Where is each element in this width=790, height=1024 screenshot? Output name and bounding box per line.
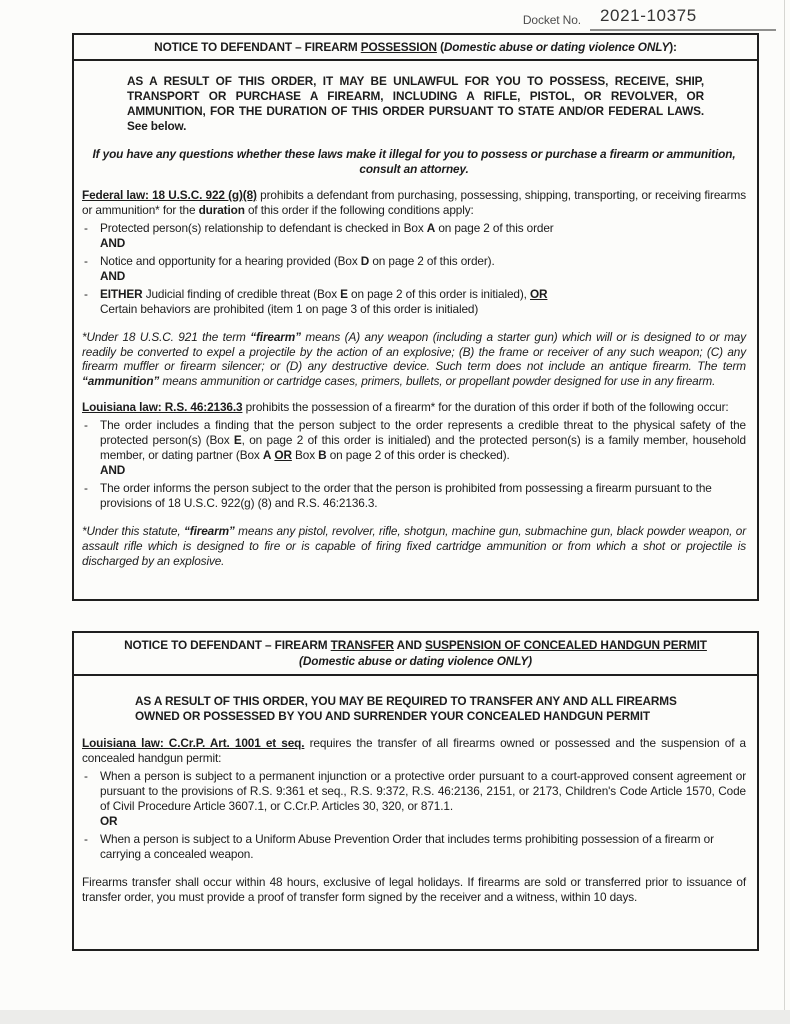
list-item-body <box>100 287 746 317</box>
transfer-box-content <box>74 676 757 916</box>
transfer-conditions-list <box>82 769 746 862</box>
list-item-line: The order informs the person subject to the order that the person is prohibited from possessing a firearm pursuant to the provisions of 18 U.S.C. 922(g) (8) and R.S. 46:2136.3. <box>100 481 712 511</box>
transfer-law-intro: Louisiana law: C.Cr.P. Art. 1001 et seq. requires the transfer of all firearms owned or possessed and the suspension of a concealed handgun permit: <box>82 735 746 765</box>
transfer-deadline-paragraph: Firearms transfer shall occur within 48 hours, exclusive of legal holidays. If firearms are sold or transferred prior to issuance of transfer order, you must provide a proof of transfer form signed by the receiver and a witness, within 10 days. <box>82 874 746 904</box>
dash-bullet: - <box>84 481 88 496</box>
dash-bullet: - <box>84 253 88 268</box>
dash-bullet: - <box>84 831 88 846</box>
list-item-line: Notice and opportunity for a hearing provided (Box D on page 2 of this order). <box>100 253 495 268</box>
list-item-body <box>100 481 746 511</box>
possession-box-header: NOTICE TO DEFENDANT – FIREARM POSSESSION (Domestic abuse or dating violence ONLY): <box>74 35 757 61</box>
list-item-body <box>100 254 746 284</box>
transfer-box-header-line1: NOTICE TO DEFENDANT – FIREARM TRANSFER AND SUSPENSION OF CONCEALED HANDGUN PERMIT <box>124 638 707 652</box>
list-item-line: Certain behaviors are prohibited (item 1 on page 3 of this order is initialed) <box>100 301 479 316</box>
possession-box-content <box>74 61 757 580</box>
state-firearm-definition: *Under this statute, “firearm” means any pistol, revolver, rifle, shotgun, machine gun, submachine gun, black powder weapon, or assault rifle which is designed to fire or is capable of firing fixed cartridge ammunition or from which a shot or projectile is discharged by an explosive. <box>82 524 746 569</box>
transfer-box-header <box>74 633 757 676</box>
dash-bullet: - <box>84 220 88 235</box>
federal-conditions-list <box>82 221 746 317</box>
louisiana-law-intro: Louisiana law: R.S. 46:2136.3 prohibits the possession of a firearm* for the duration of this order if both of the following occur: <box>82 400 729 415</box>
transfer-box-header-line2: (Domestic abuse or dating violence ONLY) <box>299 653 532 668</box>
possession-warning-paragraph: AS A RESULT OF THIS ORDER, IT MAY BE UNLAWFUL FOR YOU TO POSSESS, RECEIVE, SHIP, TRANSPORT OR PURCHASE A FIREARM, INCLUDING A RIFLE, PISTOL, OR REVOLVER, OR AMMUNITION, FOR THE DURATION OF THIS ORDER PURSUANT TO STATE AND/OR FEDERAL LAWS. See below. <box>127 73 704 133</box>
list-item-body <box>100 418 746 478</box>
and-connector: AND <box>100 463 126 478</box>
or-connector: OR <box>100 813 118 828</box>
transfer-warning-paragraph: AS A RESULT OF THIS ORDER, YOU MAY BE REQUIRED TO TRANSFER ANY AND ALL FIREARMS OWNED OR POSSESSED BY YOU AND SURRENDER YOUR CONCEALED HANDGUN PERMIT <box>135 693 677 724</box>
firearm-transfer-notice-box <box>72 631 759 951</box>
list-item-line: Protected person(s) relationship to defendant is checked in Box A on page 2 of this order <box>100 220 554 235</box>
docket-number-value: 2021-10375 <box>590 5 776 31</box>
attorney-note: If you have any questions whether these laws make it illegal for you to possess or purchase a firearm or ammunition, consult an attorney. <box>92 146 736 176</box>
federal-law-intro: Federal law: 18 U.S.C. 922 (g)(8) prohibits a defendant from purchasing, possessing, shipping, transporting, or receiving firearms or ammunition* for the duration of this order if the following conditions apply: <box>82 187 747 217</box>
list-item <box>82 418 746 478</box>
firearm-possession-notice-box <box>72 33 759 601</box>
list-item <box>82 481 746 511</box>
list-item <box>82 254 746 284</box>
list-item-line: The order includes a finding that the person subject to the order represents a credible threat to the physical safety of the protected person(s) (Box E, on page 2 of this order is initialed) and the protected person(s) is a family member, household member, or dating partner (Box A OR Box B on page 2 of this order is checked). <box>100 418 746 463</box>
list-item-body <box>100 769 746 829</box>
list-item-line: When a person is subject to a permanent injunction or a protective order pursuant to a court-approved consent agreement or pursuant to the provisions of R.S. 9:361 et seq., R.S. 9:372, R.S. 46:2136, 2151, or 2173, Children's Code Article 1570, Code of Civil Procedure Article 3607.1, or C.Cr.P. Articles 30, 320, or 871.1. <box>100 768 746 813</box>
list-item <box>82 769 746 829</box>
and-connector: AND <box>100 235 126 250</box>
list-item-body <box>100 221 746 251</box>
louisiana-conditions-list <box>82 418 746 511</box>
list-item <box>82 832 746 862</box>
list-item <box>82 221 746 251</box>
scan-page-edge-line <box>784 0 785 1024</box>
dash-bullet: - <box>84 286 88 301</box>
federal-firearm-definition: *Under 18 U.S.C. 921 the term “firearm” means (A) any weapon (including a starter gun) which will or is designed to or may readily be converted to expel a projectile by the action of an explosive; (B) the frame or receiver of any such weapon; (C) any firearm muffler or firearm silencer; or (D) any destructive device. Such term does not include an antique firearm. The term “ammunition” means ammunition or cartridge cases, primers, bullets, or propellant powder designed for use in any firearm. <box>82 329 747 389</box>
dash-bullet: - <box>84 768 88 783</box>
and-connector: AND <box>100 268 126 283</box>
list-item-line: When a person is subject to a Uniform Abuse Prevention Order that includes terms prohibiting possession of a firearm or carrying a concealed weapon. <box>100 831 714 861</box>
list-item-body <box>100 832 746 862</box>
scan-bottom-band <box>0 1010 790 1024</box>
list-item <box>82 287 746 317</box>
docket-row <box>523 5 776 31</box>
list-item-line: EITHER Judicial finding of credible threat (Box E on page 2 of this order is initialed), OR <box>100 286 548 301</box>
docket-label: Docket No. <box>522 13 581 28</box>
dash-bullet: - <box>84 418 88 433</box>
